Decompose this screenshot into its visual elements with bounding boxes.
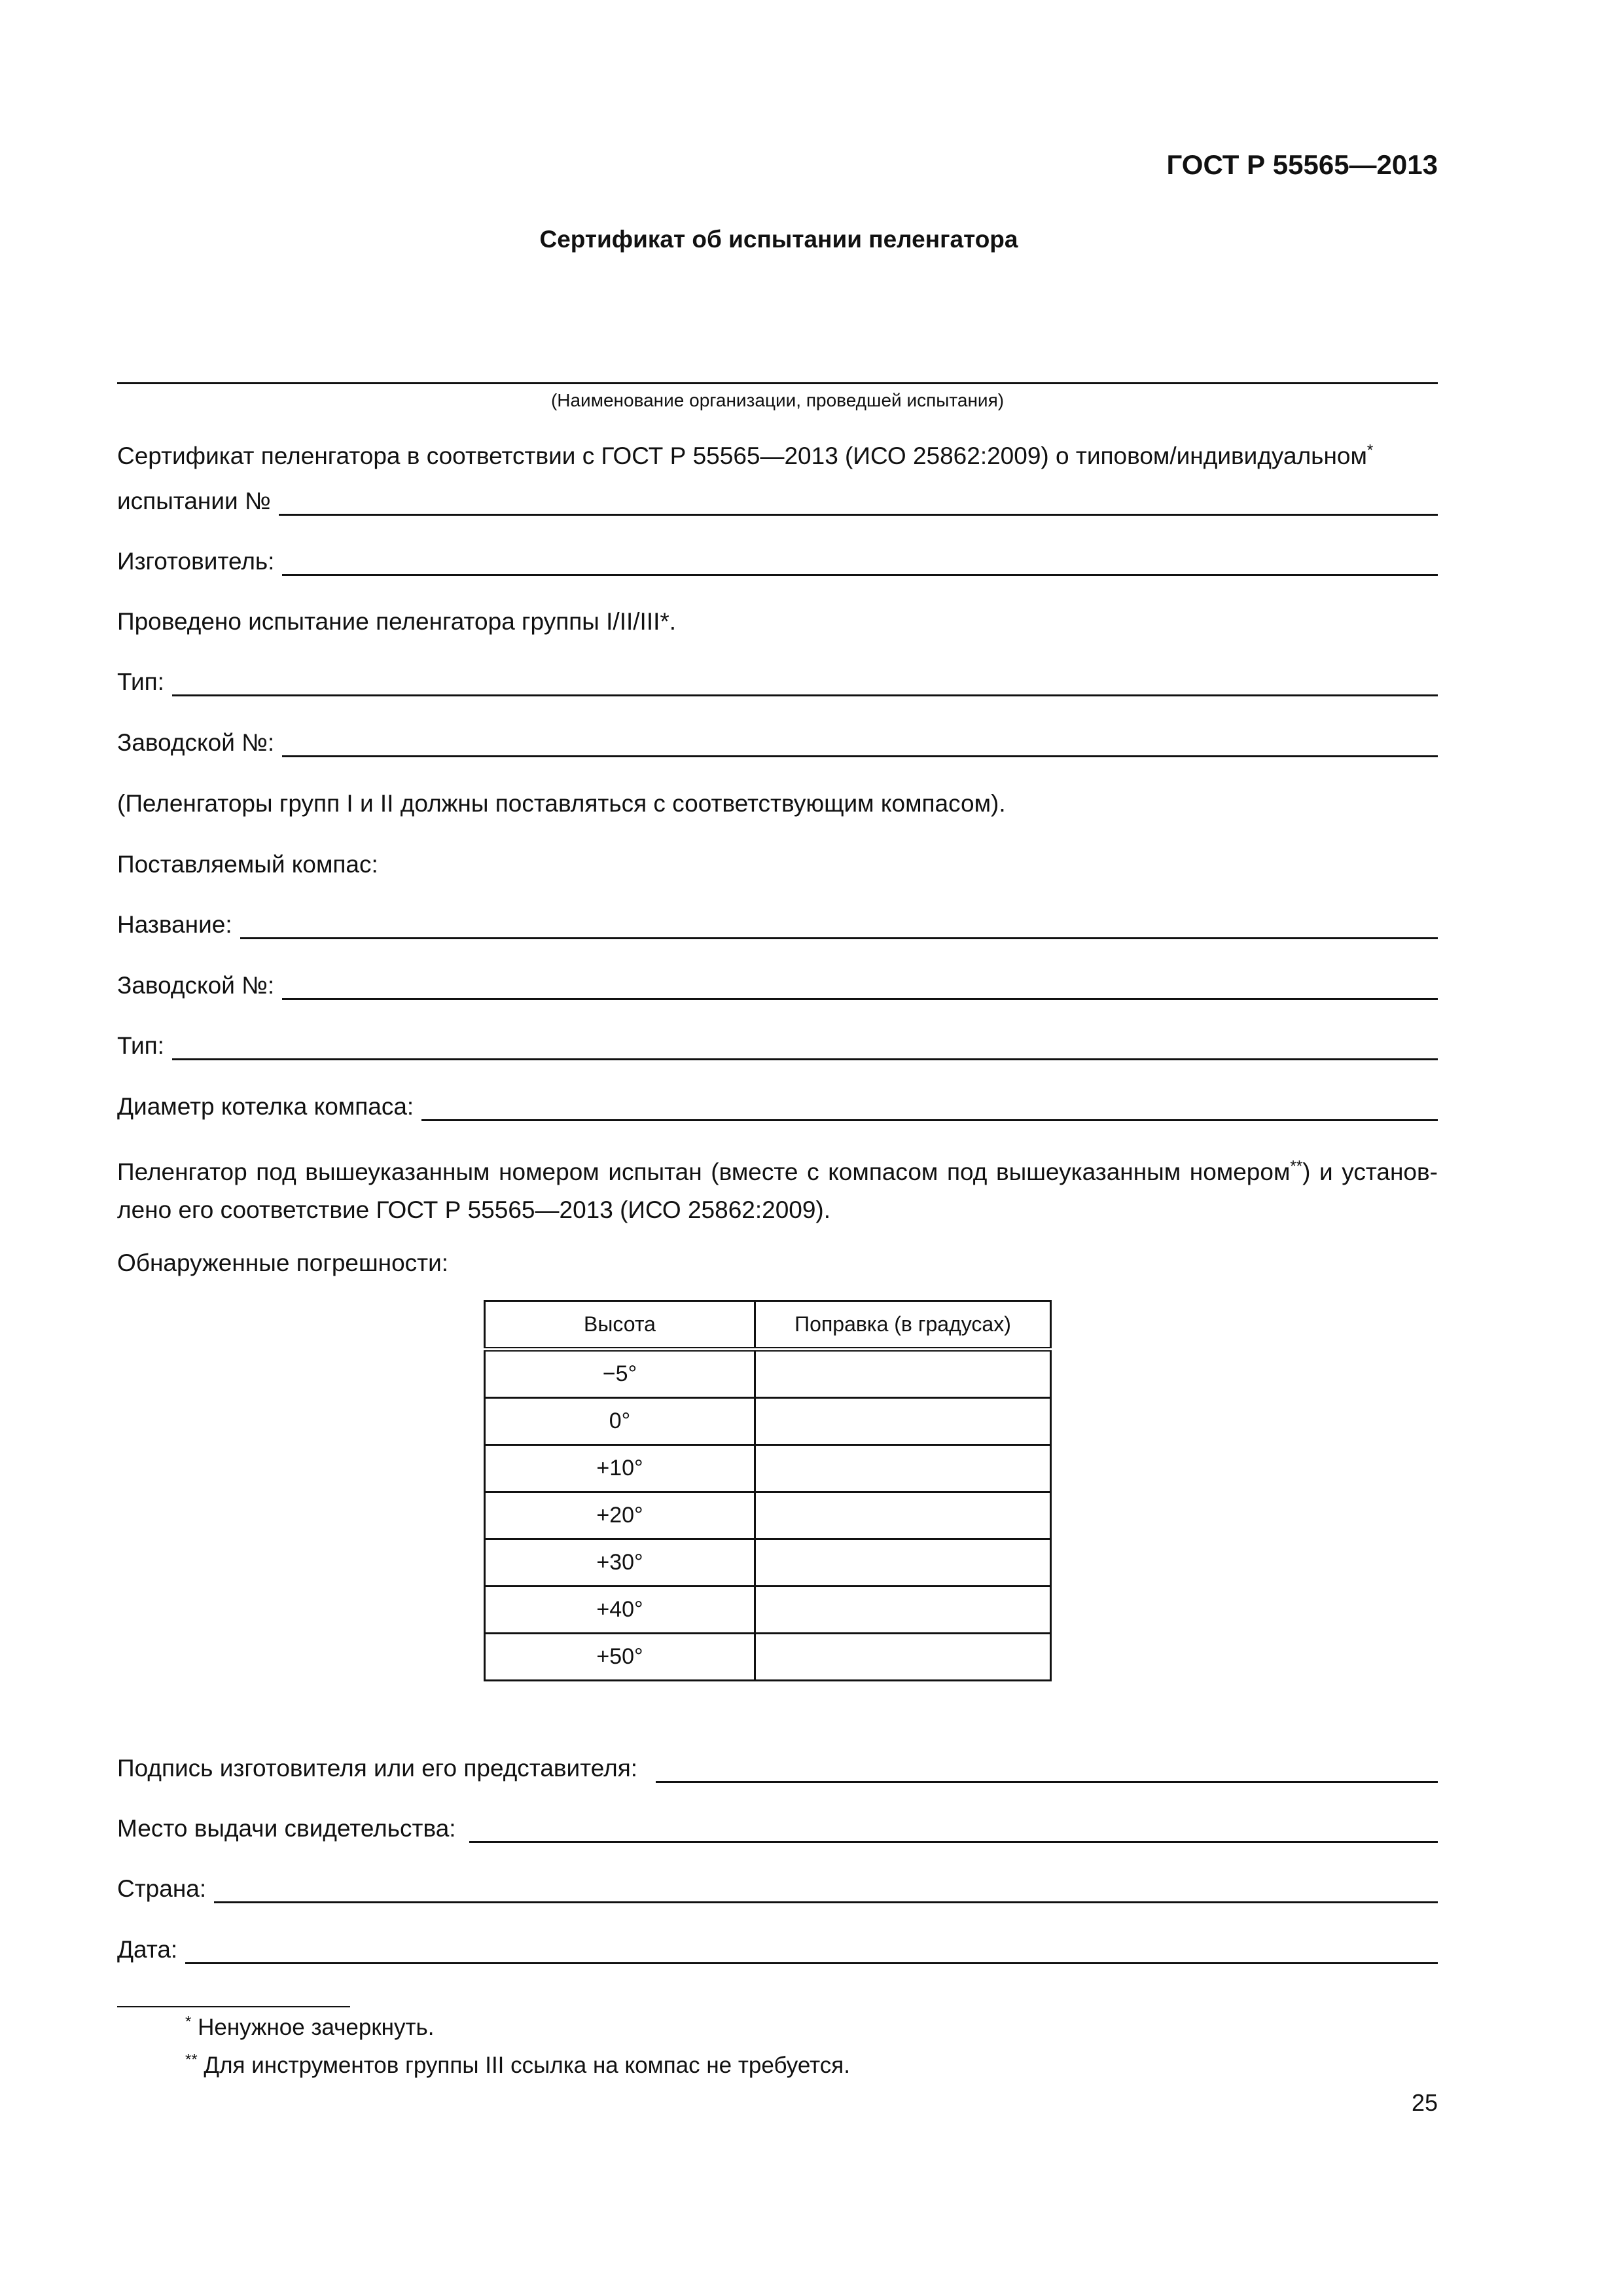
- country-field[interactable]: [214, 1878, 1438, 1903]
- table-row: [485, 1492, 1051, 1539]
- column-header-correction: Поправка (в градусах): [755, 1301, 1051, 1350]
- supplied-compass-label: Поставляемый компас:: [117, 851, 378, 878]
- compass-type-field[interactable]: [172, 1035, 1438, 1060]
- height-cell: +20°: [485, 1492, 755, 1539]
- errors-label: Обнаруженные погрешности:: [117, 1249, 449, 1276]
- compass-name-field[interactable]: [240, 914, 1438, 939]
- footnote-separator: [117, 2006, 350, 2007]
- signature-label: Подпись изготовителя или его представителя:: [117, 1755, 638, 1782]
- footnote-text: Для инструментов группы III ссылка на компас не требуется.: [204, 2053, 850, 2078]
- date-row: [117, 1935, 1438, 1964]
- correction-cell[interactable]: [755, 1445, 1051, 1492]
- column-header-height: Высота: [485, 1301, 755, 1350]
- page-number: 25: [1411, 2089, 1438, 2116]
- footnote-text: Ненужное зачеркнуть.: [198, 2015, 435, 2040]
- table-row: [485, 1350, 1051, 1398]
- conformity-text-2: ) и установ-лено его соответствие ГОСТ Р 55565—2013 (ИСО 25862:2009).: [117, 1158, 1438, 1223]
- serial-number-row: [117, 728, 1438, 757]
- height-cell: 0°: [485, 1398, 755, 1445]
- correction-cell[interactable]: [755, 1634, 1051, 1681]
- date-label: Дата:: [117, 1936, 178, 1963]
- organization-caption: (Наименование организации, проведшей испытания): [550, 390, 1005, 410]
- footnote-1: [185, 2013, 434, 2042]
- country-label: Страна:: [117, 1875, 207, 1902]
- date-field[interactable]: [185, 1939, 1438, 1964]
- issue-place-field[interactable]: [469, 1818, 1438, 1843]
- issue-place-label: Место выдачи свидетельства:: [117, 1815, 456, 1842]
- compass-note: (Пеленгаторы групп I и II должны поставляться с соответствующим компасом).: [117, 790, 1006, 817]
- organization-name-field[interactable]: [117, 382, 1438, 384]
- footnote-2: [185, 2051, 850, 2080]
- type-label: Тип:: [117, 668, 164, 695]
- errors-table: [484, 1300, 1052, 1681]
- manufacturer-field[interactable]: [282, 550, 1438, 576]
- intro-text: Сертификат пеленгатора в соответствии с ГОСТ Р 55565—2013 (ИСО 25862:2009) о типовом/индивидуальном: [117, 442, 1367, 469]
- height-cell: +50°: [485, 1634, 755, 1681]
- issue-place-row: [117, 1814, 1438, 1843]
- compass-serial-row: [117, 971, 1438, 1000]
- height-cell: +10°: [485, 1445, 755, 1492]
- table-row: [485, 1398, 1051, 1445]
- footnote-marker: *: [1366, 441, 1374, 459]
- footnote-marker: **: [1290, 1157, 1303, 1175]
- test-number-field[interactable]: [279, 490, 1438, 516]
- compass-diameter-label: Диаметр котелка компаса:: [117, 1093, 414, 1120]
- signature-row: [117, 1754, 1438, 1783]
- correction-cell[interactable]: [755, 1350, 1051, 1398]
- standard-code: ГОСТ Р 55565—2013: [1166, 149, 1438, 180]
- serial-number-label: Заводской №:: [117, 729, 275, 756]
- compass-name-row: [117, 910, 1438, 939]
- correction-cell[interactable]: [755, 1398, 1051, 1445]
- table-row: [485, 1539, 1051, 1587]
- height-cell: +40°: [485, 1587, 755, 1634]
- country-row: [117, 1874, 1438, 1903]
- type-row: [117, 668, 1438, 696]
- table-row: [485, 1634, 1051, 1681]
- group-statement: Проведено испытание пеленгатора группы I/II/III*.: [117, 608, 677, 635]
- footnote-mark: *: [185, 2013, 192, 2031]
- compass-diameter-row: [117, 1092, 1438, 1121]
- correction-cell[interactable]: [755, 1587, 1051, 1634]
- serial-number-field[interactable]: [282, 732, 1438, 757]
- compass-type-row: [117, 1031, 1438, 1060]
- compass-serial-label: Заводской №:: [117, 972, 275, 999]
- signature-field[interactable]: [656, 1757, 1438, 1783]
- conformity-text-1: Пеленгатор под вышеуказанным номером испытан (вместе с компасом под вышеуказанным номером: [117, 1158, 1291, 1185]
- test-number-label: испытании №: [117, 488, 271, 514]
- correction-cell[interactable]: [755, 1539, 1051, 1587]
- conformity-paragraph: [117, 1153, 1438, 1229]
- height-cell: −5°: [485, 1350, 755, 1398]
- correction-cell[interactable]: [755, 1492, 1051, 1539]
- compass-type-label: Тип:: [117, 1032, 164, 1059]
- compass-serial-field[interactable]: [282, 975, 1438, 1000]
- table-row: [485, 1587, 1051, 1634]
- type-field[interactable]: [172, 671, 1438, 696]
- document-title: Сертификат об испытании пеленгатора: [539, 226, 1018, 253]
- table-row: [485, 1445, 1051, 1492]
- manufacturer-row: [117, 547, 1438, 576]
- height-cell: +30°: [485, 1539, 755, 1587]
- compass-name-label: Название:: [117, 911, 232, 938]
- intro-paragraph: [117, 442, 1373, 471]
- footnote-mark: **: [185, 2051, 198, 2069]
- manufacturer-label: Изготовитель:: [117, 548, 275, 575]
- compass-diameter-field[interactable]: [421, 1096, 1438, 1121]
- table-header-row: [485, 1301, 1051, 1350]
- test-number-row: [117, 487, 1438, 516]
